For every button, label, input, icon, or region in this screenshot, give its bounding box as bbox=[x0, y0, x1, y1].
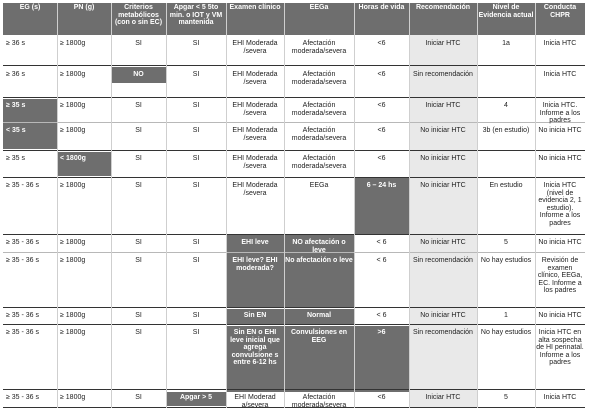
cell-conducta: Inicia HTC bbox=[543, 394, 577, 401]
cell-recomendacion: No iniciar HTC bbox=[420, 155, 466, 162]
cell-criterios: SI bbox=[135, 239, 142, 246]
cell-apgar: SI bbox=[192, 312, 200, 319]
header-criterios: Criterios metabólicos (con o sin EC) bbox=[111, 3, 166, 35]
cell-pn: < 1800g bbox=[60, 155, 86, 162]
cell-conducta: No inicia HTC bbox=[538, 155, 582, 162]
cell-criterios: SI bbox=[135, 329, 142, 336]
cell-nivel: 1 bbox=[504, 312, 508, 319]
cell-eg: ≥ 35 - 36 s bbox=[6, 329, 40, 336]
cell-recomendacion: No iniciar HTC bbox=[420, 312, 466, 319]
cell-eega: Convulsiones en EEG bbox=[290, 329, 347, 344]
cell-eega: Afectación moderada/severa bbox=[291, 40, 347, 55]
cell-criterios: SI bbox=[135, 182, 142, 189]
cell-horas: < 6 bbox=[376, 257, 387, 264]
header-recomendacion: Recomendación bbox=[409, 3, 477, 35]
cell-conducta: Inicia HTC. Informe a los padres bbox=[539, 102, 581, 125]
clinical-table bbox=[3, 3, 585, 408]
header-eg: EG (s) bbox=[3, 3, 57, 35]
cell-pn: ≥ 1800g bbox=[60, 71, 86, 78]
cell-conducta: Inicia HTC bbox=[543, 71, 577, 78]
cell-examen: Sin EN bbox=[243, 312, 267, 319]
cell-criterios: SI bbox=[135, 394, 142, 401]
cell-examen: EHI Moderada /severa bbox=[232, 155, 278, 170]
cell-eg: ≥ 35 - 36 s bbox=[6, 239, 40, 246]
cell-conducta: No inicia HTC bbox=[538, 239, 582, 246]
cell-horas: <6 bbox=[377, 394, 386, 401]
cell-horas: <6 bbox=[377, 40, 386, 47]
cell-apgar: SI bbox=[192, 182, 200, 189]
header-examen: Examen clínico bbox=[226, 3, 284, 35]
cell-recomendacion: Sin recomendación bbox=[413, 257, 473, 264]
header-apgar: Apgar < 5 5to min. o IOT y VM mantenida bbox=[166, 3, 226, 35]
cell-pn: ≥ 1800g bbox=[60, 40, 86, 47]
cell-conducta: Inicia HTC en alta sospecha de HI perinatal. Informe a los padres bbox=[536, 329, 584, 367]
cell-criterios: SI bbox=[135, 40, 142, 47]
cell-eega: EEGa bbox=[309, 182, 329, 189]
cell-apgar: SI bbox=[192, 329, 200, 336]
cell-criterios: SI bbox=[135, 155, 142, 162]
cell-apgar: SI bbox=[192, 127, 200, 134]
cell-criterios: SI bbox=[135, 102, 142, 109]
cell-apgar: Apgar > 5 bbox=[179, 394, 213, 401]
cell-eega: Normal bbox=[306, 312, 332, 319]
cell-nivel: 4 bbox=[504, 102, 508, 109]
cell-conducta: Inicia HTC bbox=[543, 40, 577, 47]
cell-nivel: 5 bbox=[504, 239, 508, 246]
cell-examen: EHI leve bbox=[241, 239, 269, 246]
cell-eega: Afectación moderada/severa bbox=[291, 155, 347, 170]
header-pn: PN (g) bbox=[57, 3, 111, 35]
cell-conducta: No inicia HTC bbox=[538, 312, 582, 319]
cell-horas: <6 bbox=[377, 127, 386, 134]
cell-eg: ≥ 35 - 36 s bbox=[6, 394, 40, 401]
cell-horas: < 6 bbox=[376, 239, 387, 246]
cell-examen: EHI Moderada /severa bbox=[232, 102, 278, 117]
cell-eg: ≥ 36 s bbox=[6, 71, 26, 78]
cell-recomendacion: Iniciar HTC bbox=[425, 40, 461, 47]
cell-examen: EHI Moderada /severa bbox=[232, 127, 278, 142]
cell-pn: ≥ 1800g bbox=[60, 182, 86, 189]
cell-examen: Sin EN o EHI leve inicial que agrega convulsione s entre 6-12 hs bbox=[230, 329, 280, 367]
cell-pn: ≥ 1800g bbox=[60, 257, 86, 264]
cell-pn: ≥ 1800g bbox=[60, 102, 86, 109]
cell-horas: >6 bbox=[377, 329, 386, 336]
cell-nivel: En estudio bbox=[489, 182, 523, 189]
cell-apgar: SI bbox=[192, 71, 200, 78]
cell-conducta: Revisión de examen clínico, EEGa, EC. Informe a los padres bbox=[537, 257, 583, 295]
cell-eega: Afectación moderada/severa bbox=[291, 102, 347, 117]
cell-recomendacion: Sin recomendación bbox=[413, 71, 473, 78]
cell-pn: ≥ 1800g bbox=[60, 329, 86, 336]
cell-apgar: SI bbox=[192, 102, 200, 109]
cell-horas: 6 – 24 hs bbox=[366, 182, 397, 189]
cell-recomendacion: No iniciar HTC bbox=[420, 127, 466, 134]
cell-examen: EHI Moderad a/severa bbox=[234, 394, 276, 409]
cell-eg: ≥ 35 - 36 s bbox=[6, 312, 40, 319]
cell-apgar: SI bbox=[192, 257, 200, 264]
cell-pn: ≥ 1800g bbox=[60, 312, 86, 319]
cell-apgar: SI bbox=[192, 40, 200, 47]
cell-nivel: No hay estudios bbox=[480, 329, 532, 336]
cell-examen: EHI Moderada /severa bbox=[232, 40, 278, 55]
cell-examen: EHI Moderada /severa bbox=[232, 182, 278, 197]
cell-eg: ≥ 35 - 36 s bbox=[6, 182, 40, 189]
cell-recomendacion: No iniciar HTC bbox=[420, 182, 466, 189]
cell-nivel bbox=[478, 153, 534, 177]
cell-criterios: SI bbox=[135, 312, 142, 319]
cell-conducta: No inicia HTC bbox=[538, 127, 582, 134]
cell-nivel: 3b (en estudio) bbox=[482, 127, 530, 134]
cell-pn: ≥ 1800g bbox=[60, 394, 86, 401]
cell-eg: ≥ 35 - 36 s bbox=[6, 257, 40, 264]
cell-horas: <6 bbox=[377, 102, 386, 109]
cell-criterios: SI bbox=[135, 257, 142, 264]
cell-apgar: SI bbox=[192, 239, 200, 246]
cell-criterios: SI bbox=[135, 127, 142, 134]
cell-pn: ≥ 1800g bbox=[60, 239, 86, 246]
header-nivel: Nivel de Evidencia actual bbox=[477, 3, 535, 35]
cell-nivel: No hay estudios bbox=[480, 257, 532, 264]
cell-eg: ≥ 35 s bbox=[6, 155, 26, 162]
cell-nivel bbox=[478, 69, 534, 96]
cell-apgar: SI bbox=[192, 155, 200, 162]
header-eega: EEGa bbox=[284, 3, 354, 35]
cell-eega: Afectación moderada/severa bbox=[291, 71, 347, 86]
cell-horas: < 6 bbox=[376, 312, 387, 319]
cell-eega: Afectación moderada/severa bbox=[291, 127, 347, 142]
cell-conducta: Inicia HTC (nivel de evidencia 2, 1 estudio). Informe a los padres bbox=[538, 182, 582, 227]
cell-eega: No afectación o leve bbox=[285, 257, 353, 264]
cell-eg: ≥ 36 s bbox=[6, 40, 26, 47]
header-conducta: Conducta CHPR bbox=[535, 3, 585, 35]
cell-horas: <6 bbox=[377, 71, 386, 78]
cell-nivel: 5 bbox=[504, 394, 508, 401]
cell-examen: EHI Moderada /severa bbox=[232, 71, 278, 86]
cell-recomendacion: No iniciar HTC bbox=[420, 239, 466, 246]
cell-nivel: 1a bbox=[502, 40, 510, 47]
cell-pn: ≥ 1800g bbox=[60, 127, 86, 134]
cell-recomendacion: Iniciar HTC bbox=[425, 394, 461, 401]
cell-horas: <6 bbox=[377, 155, 386, 162]
cell-recomendacion: Iniciar HTC bbox=[425, 102, 461, 109]
cell-eega: Afectación moderada/severa bbox=[291, 394, 347, 409]
cell-examen: EHI leve? EHI moderada? bbox=[232, 257, 278, 272]
cell-criterios: NO bbox=[133, 71, 144, 78]
header-horas: Horas de vida bbox=[354, 3, 409, 35]
cell-eega: NO afectación o leve bbox=[292, 239, 346, 254]
cell-recomendacion: Sin recomendación bbox=[413, 329, 473, 336]
cell-eg: < 35 s bbox=[6, 127, 26, 134]
cell-eg: ≥ 35 s bbox=[6, 102, 26, 109]
